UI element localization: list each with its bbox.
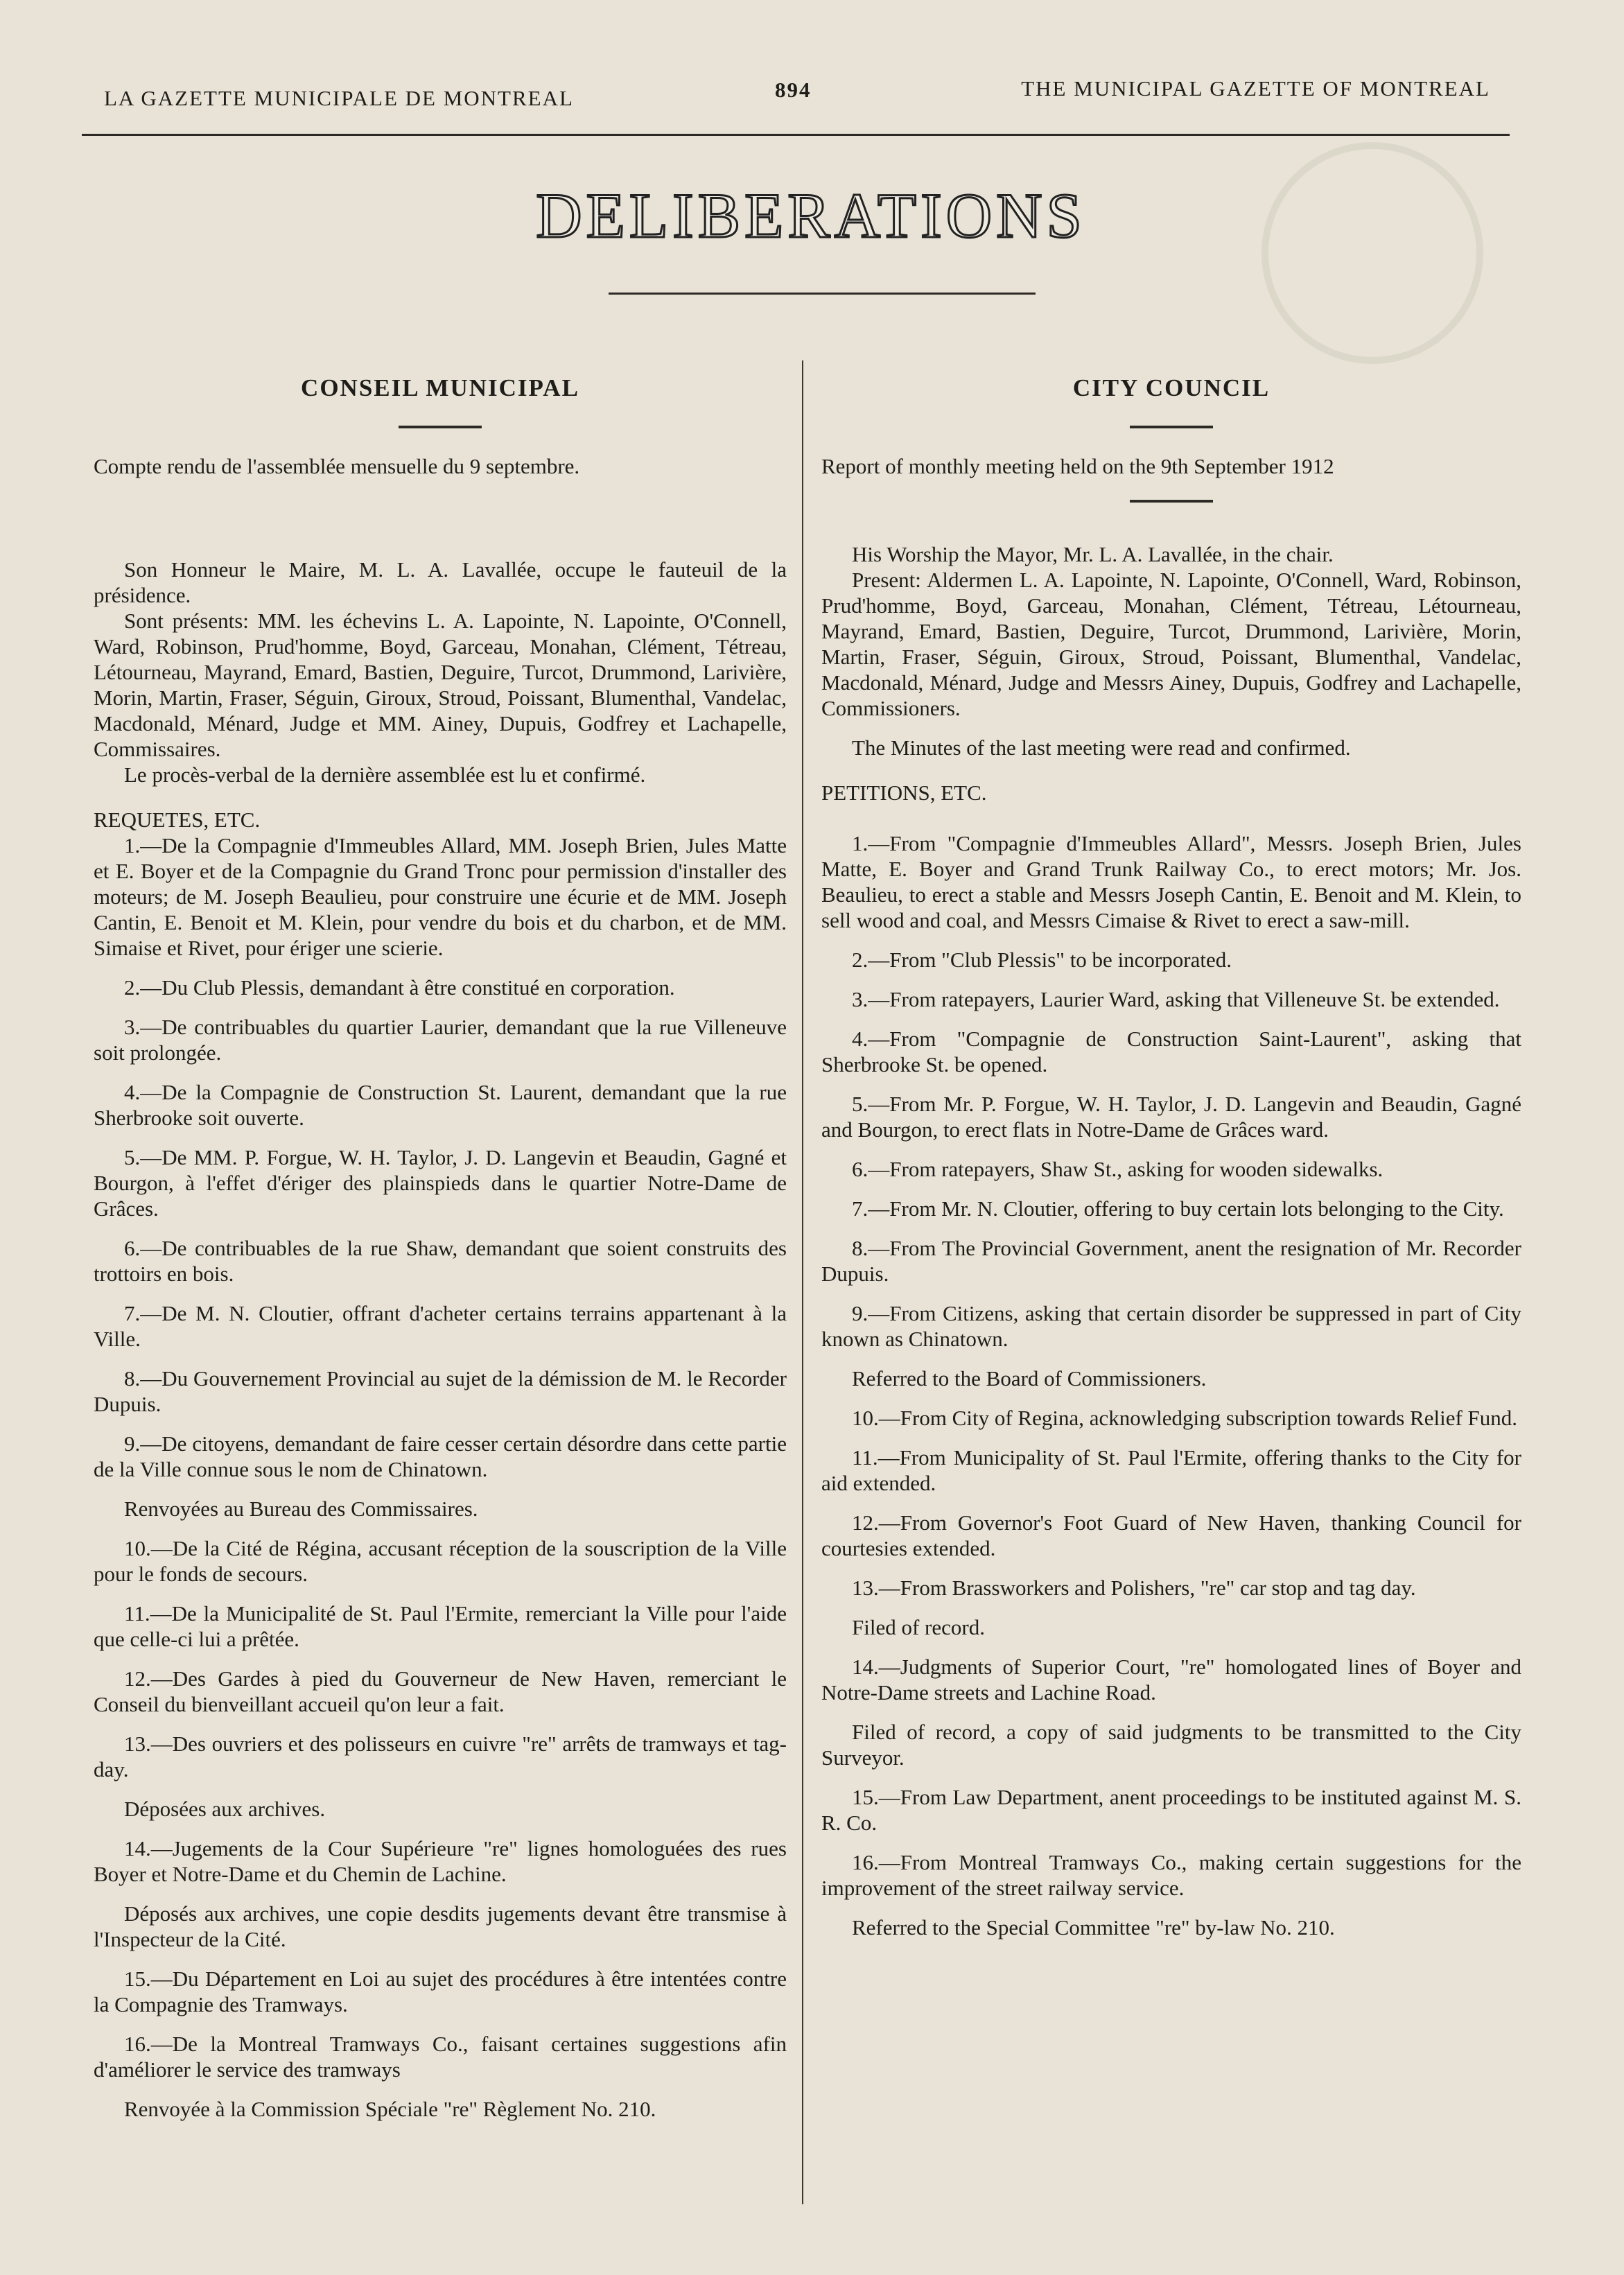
english-paragraph: 4.—From "Compagnie de Construction Saint-Laurent", asking that Sherbrooke St. be opened. [821, 1027, 1521, 1077]
english-paragraph: 2.—From "Club Plessis" to be incorporated. [852, 948, 1232, 972]
english-report-rule [1130, 500, 1213, 503]
english-paragraph: 11.—From Municipality of St. Paul l'Ermite, offering thanks to the City for aid extended. [821, 1445, 1521, 1495]
french-paragraph: Renvoyées au Bureau des Commissaires. [124, 1497, 478, 1521]
french-paragraph: Sont présents: MM. les échevins L. A. Lapointe, N. Lapointe, O'Connell, Ward, Robinson, Prud'homme, Boyd, Garceau, Monahan, Clément, Tétreau, Létourneau, Mayrand, Emard, Bastien, Deguire, Turcot, Drummond, Larivière, Morin, Martin, Fraser, Séguin, Giroux, Stroud, Poissant, Blumenthal, Vandelac, Macdonald, Ménard, Judge et MM. Ainey, Dupuis, Godfrey et Lachapelle, Commissaires. [94, 609, 787, 761]
english-column [821, 367, 1521, 1940]
french-paragraph: 12.—Des Gardes à pied du Gouverneur de New Haven, remerciant le Conseil du bienveillant accueil qu'on leur a fait. [94, 1666, 787, 1716]
english-paragraph: 7.—From Mr. N. Cloutier, offering to buy certain lots belonging to the City. [852, 1196, 1504, 1221]
french-paragraph: 15.—Du Département en Loi au sujet des procédures à être intentées contre la Compagnie des Tramways. [94, 1967, 787, 2016]
english-section-heading: PETITIONS, ETC. [821, 781, 987, 805]
running-header [104, 76, 1490, 118]
english-paragraph: 10.—From City of Regina, acknowledging subscription towards Relief Fund. [852, 1406, 1518, 1430]
title-rule [609, 293, 1036, 295]
english-paragraph: Filed of record. [852, 1615, 985, 1639]
english-paragraph: 9.—From Citizens, asking that certain disorder be suppressed in part of City known as Chinatown. [821, 1301, 1521, 1351]
english-paragraph: 16.—From Montreal Tramways Co., making certain suggestions for the improvement of the street railway service. [821, 1850, 1521, 1900]
french-paragraph: Déposées aux archives. [124, 1797, 326, 1821]
english-paragraph: Referred to the Board of Commissioners. [852, 1366, 1207, 1391]
english-paragraph: 15.—From Law Department, anent proceedings to be instituted against M. S. R. Co. [821, 1785, 1521, 1835]
column-divider [802, 360, 803, 2204]
english-paragraph: 3.—From ratepayers, Laurier Ward, asking that Villeneuve St. be extended. [852, 987, 1500, 1011]
french-paragraph: 4.—De la Compagnie de Construction St. Laurent, demandant que la rue Sherbrooke soit ouverte. [94, 1080, 787, 1130]
french-report-line: Compte rendu de l'assemblée mensuelle du 9 septembre. [94, 454, 580, 478]
english-heading-rule [1130, 426, 1213, 428]
english-paragraph: The Minutes of the last meeting were read and confirmed. [852, 735, 1351, 760]
french-paragraph: 8.—Du Gouvernement Provincial au sujet de la démission de M. le Recorder Dupuis. [94, 1366, 787, 1416]
french-section-heading: REQUETES, ETC. [94, 808, 261, 832]
french-paragraph: Déposés aux archives, une copie desdits jugements devant être transmise à l'Inspecteur de la Cité. [94, 1901, 787, 1951]
english-paragraph: 6.—From ratepayers, Shaw St., asking for wooden sidewalks. [852, 1157, 1383, 1181]
french-paragraph: 13.—Des ouvriers et des polisseurs en cuivre "re" arrêts de tramways et tag-day. [94, 1732, 787, 1781]
french-paragraph: 14.—Jugements de la Cour Supérieure "re" lignes homologuées des rues Boyer et Notre-Dame et du Chemin de Lachine. [94, 1836, 787, 1886]
french-paragraph: Le procès-verbal de la dernière assemblée est lu et confirmé. [124, 762, 646, 787]
english-paragraph: 8.—From The Provincial Government, anent the resignation of Mr. Recorder Dupuis. [821, 1236, 1521, 1286]
english-paragraph: His Worship the Mayor, Mr. L. A. Lavallée, in the chair. [852, 542, 1334, 566]
french-heading: CONSEIL MUNICIPAL [301, 374, 579, 401]
page-title: DELIBERATIONS [536, 180, 1086, 251]
french-paragraph: 6.—De contribuables de la rue Shaw, demandant que soient construits des trottoirs en bois. [94, 1236, 787, 1286]
french-paragraph: 3.—De contribuables du quartier Laurier, demandant que la rue Villeneuve soit prolongée. [94, 1015, 787, 1065]
french-paragraph: Son Honneur le Maire, M. L. A. Lavallée, occupe le fauteuil de la présidence. [94, 557, 787, 607]
french-paragraph: 2.—Du Club Plessis, demandant à être constitué en corporation. [124, 975, 675, 1000]
english-paragraph: 13.—From Brassworkers and Polishers, "re" car stop and tag day. [852, 1576, 1416, 1600]
french-paragraph: 16.—De la Montreal Tramways Co., faisant certaines suggestions afin d'améliorer le service des tramways [94, 2032, 787, 2082]
english-paragraph: 1.—From "Compagnie d'Immeubles Allard", Messrs. Joseph Brien, Jules Matte, E. Boyer and Grand Trunk Railway Co., to erect motors; Mr. Jos. Beaulieu, to erect a stable and Messrs Joseph Cantin, E. Benoit and M. Klein, to sell wood and coal, and Messrs Cimaise & Rivet to erect a saw-mill. [821, 831, 1521, 932]
english-paragraph: 5.—From Mr. P. Forgue, W. H. Taylor, J. D. Langevin and Beaudin, Gagné and Bourgon, to erect flats in Notre-Dame de Grâces ward. [821, 1092, 1521, 1142]
english-paragraph: Referred to the Special Committee "re" by-law No. 210. [852, 1915, 1335, 1940]
english-paragraph: Present: Aldermen L. A. Lapointe, N. Lapointe, O'Connell, Ward, Robinson, Prud'homme, Boyd, Garceau, Monahan, Clément, Tétreau, Létourneau, Mayrand, Emard, Bastien, Deguire, Turcot, Drummond, Larivière, Morin, Martin, Fraser, Séguin, Giroux, Stroud, Poissant, Blumenthal, Vandelac, Macdonald, Ménard, Judge and Messrs Ainey, Dupuis, Godfrey and Lachapelle, Commissioners. [821, 568, 1521, 720]
header-rule [82, 134, 1510, 136]
french-paragraph: 1.—De la Compagnie d'Immeubles Allard, MM. Joseph Brien, Jules Matte et E. Boyer et de la Compagnie du Grand Tronc pour permission d'installer des moteurs; de M. Joseph Beaulieu, pour construire une écurie et de MM. Joseph Cantin, E. Benoit et M. Klein, pour vendre du bois et du charbon, et de MM. Simaise et Rivet, pour ériger une scierie. [94, 833, 787, 960]
french-paragraph: 11.—De la Municipalité de St. Paul l'Ermite, remerciant la Ville pour l'aide que celle-ci lui a prêtée. [94, 1601, 787, 1651]
english-paragraph: Filed of record, a copy of said judgments to be transmitted to the City Surveyor. [821, 1720, 1521, 1770]
header-english-title: THE MUNICIPAL GAZETTE OF MONTREAL [1021, 76, 1490, 101]
french-paragraph: Renvoyée à la Commission Spéciale "re" Règlement No. 210. [124, 2097, 656, 2121]
header-french-title: LA GAZETTE MUNICIPALE DE MONTREAL [104, 86, 574, 110]
bleed-through-seal [1261, 142, 1483, 364]
french-paragraph: 5.—De MM. P. Forgue, W. H. Taylor, J. D. Langevin et Beaudin, Gagné et Bourgon, à l'effet d'ériger des plainspieds dans le quartier Notre-Dame de Grâces. [94, 1145, 787, 1221]
french-paragraph: 7.—De M. N. Cloutier, offrant d'acheter certains terrains appartenant à la Ville. [94, 1301, 787, 1351]
french-heading-rule [399, 426, 482, 428]
english-report-line: Report of monthly meeting held on the 9th September 1912 [821, 454, 1334, 478]
english-heading: CITY COUNCIL [1072, 374, 1271, 401]
page-number: 894 [775, 78, 812, 102]
english-paragraph: 12.—From Governor's Foot Guard of New Haven, thanking Council for courtesies extended. [821, 1510, 1521, 1560]
french-paragraph: 9.—De citoyens, demandant de faire cesser certain désordre dans cette partie de la Ville connue sous le nom de Chinatown. [94, 1431, 787, 1481]
french-paragraph: 10.—De la Cité de Régina, accusant réception de la souscription de la Ville pour le fonds de secours. [94, 1536, 787, 1586]
english-paragraph: 14.—Judgments of Superior Court, "re" homologated lines of Boyer and Notre-Dame streets and Lachine Road. [821, 1655, 1521, 1705]
french-column [94, 367, 787, 2122]
